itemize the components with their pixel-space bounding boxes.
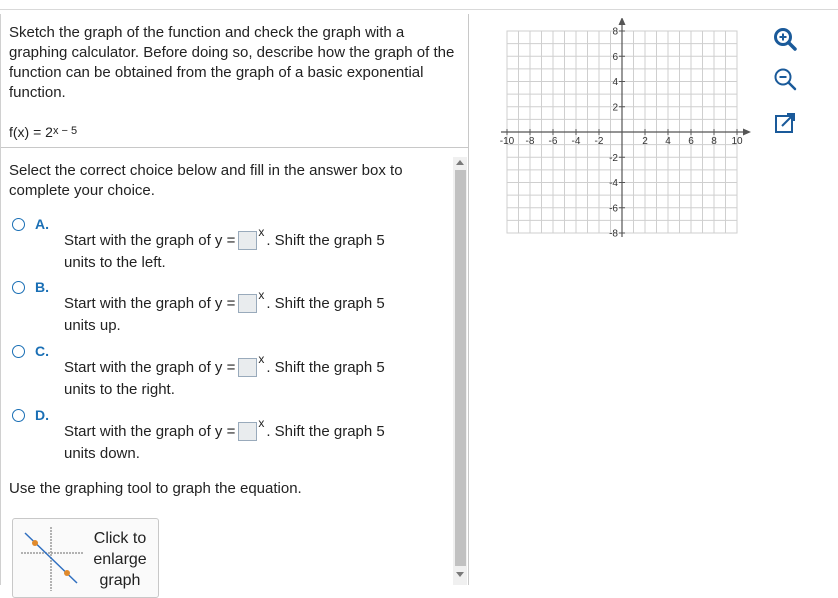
choice-a-before: Start with the graph of y = xyxy=(64,232,236,249)
choice-b-line2: units up. xyxy=(64,317,121,334)
choice-b-before: Start with the graph of y = xyxy=(64,295,236,312)
y-tick-label: -4 xyxy=(609,178,618,189)
left-border xyxy=(0,14,1,585)
y-tick-label: 8 xyxy=(612,26,618,38)
choice-c-after: . Shift the graph 5 xyxy=(266,359,385,376)
scroll-up-arrow-icon[interactable] xyxy=(456,160,464,165)
choice-b-after: . Shift the graph 5 xyxy=(266,295,385,312)
graph-thumbnail-icon xyxy=(21,527,83,591)
radio-a[interactable] xyxy=(12,218,25,231)
choice-d-after: . Shift the graph 5 xyxy=(266,423,385,440)
choice-c-before: Start with the graph of y = xyxy=(64,359,236,376)
top-rule xyxy=(0,9,838,10)
choice-c-line2: units to the right. xyxy=(64,381,175,398)
answer-box-b[interactable] xyxy=(238,294,257,313)
panel-divider xyxy=(468,14,469,585)
enlarge-graph-label: Click to enlarge graph xyxy=(93,530,147,589)
choice-text-c xyxy=(64,352,444,401)
choice-letter-b: B. xyxy=(35,279,49,295)
function-expression xyxy=(9,124,77,140)
coordinate-grid[interactable] xyxy=(490,18,752,240)
answer-box-c[interactable] xyxy=(238,358,257,377)
radio-c[interactable] xyxy=(12,345,25,358)
y-tick-label: 6 xyxy=(612,51,618,63)
choice-letter-c: C. xyxy=(35,343,49,359)
x-tick-label: -6 xyxy=(548,136,558,147)
answer-box-d[interactable] xyxy=(238,422,257,441)
question-text: Sketch the graph of the function and check the graph with a graphing calculator. Before doing so, describe how the graph of the function can be obtained from the graph of a basic exponential function. xyxy=(9,24,455,101)
radio-b[interactable] xyxy=(12,281,25,294)
radio-d[interactable] xyxy=(12,409,25,422)
choice-text-b xyxy=(64,288,444,337)
x-axis-arrow-icon xyxy=(743,129,751,136)
choice-text-a xyxy=(64,225,444,274)
choice-d-line2: units down. xyxy=(64,445,140,462)
zoom-in-icon[interactable] xyxy=(770,24,800,54)
answer-box-a[interactable] xyxy=(238,231,257,250)
graph-instruction: Use the graphing tool to graph the equation. xyxy=(9,480,302,497)
y-axis-arrow-icon xyxy=(619,18,626,25)
instruction-text: Select the correct choice below and fill in the answer box to complete your choice. xyxy=(9,162,403,199)
y-tick-label: 2 xyxy=(612,102,618,114)
choice-text-d xyxy=(64,416,444,465)
y-tick-label: -2 xyxy=(609,152,618,164)
choice-d-exponent: x xyxy=(258,416,265,430)
question-divider xyxy=(1,147,468,148)
x-tick-label: 2 xyxy=(642,136,648,147)
choice-d-before: Start with the graph of y = xyxy=(64,423,236,440)
x-tick-label: -4 xyxy=(571,136,581,147)
function-exponent: x − 5 xyxy=(52,125,78,137)
x-tick-label: 8 xyxy=(711,136,717,147)
choice-c-exponent: x xyxy=(258,352,265,366)
function-prefix: f(x) = 2 xyxy=(9,124,53,140)
x-tick-label: -8 xyxy=(525,136,535,147)
scrollbar-thumb[interactable] xyxy=(455,170,466,566)
x-tick-label: 10 xyxy=(731,136,743,147)
zoom-out-icon[interactable] xyxy=(770,64,800,94)
choice-letter-d: D. xyxy=(35,407,49,423)
choice-letter-a: A. xyxy=(35,216,49,232)
choice-a-line2: units to the left. xyxy=(64,254,166,271)
popout-icon[interactable] xyxy=(770,108,800,138)
x-tick-label: -2 xyxy=(594,136,604,147)
choice-a-after: . Shift the graph 5 xyxy=(266,232,385,249)
choice-a-exponent: x xyxy=(258,225,265,239)
y-tick-label: -8 xyxy=(609,228,618,240)
scroll-down-arrow-icon[interactable] xyxy=(456,572,464,577)
y-tick-label: 4 xyxy=(612,77,618,88)
enlarge-graph-button[interactable] xyxy=(12,518,159,598)
x-tick-label: -10 xyxy=(499,136,515,147)
x-tick-label: 6 xyxy=(688,136,694,147)
y-tick-label: -6 xyxy=(609,203,618,215)
x-tick-label: 4 xyxy=(665,136,671,147)
choice-b-exponent: x xyxy=(258,288,265,302)
